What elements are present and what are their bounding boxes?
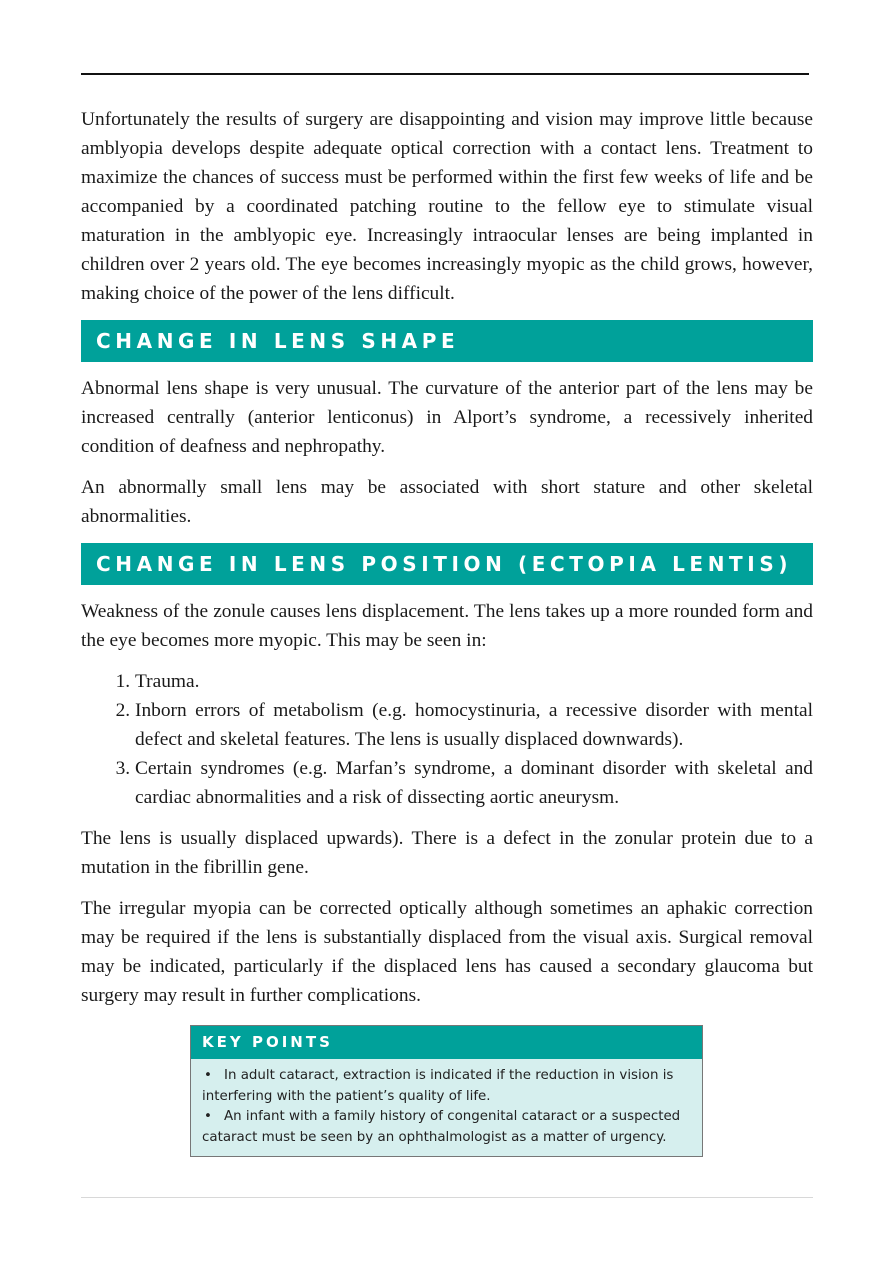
list-item: 2. Inborn errors of metabolism (e.g. homocystinuria, a recessive disorder with mental defect and skeletal features. The lens is usually displaced downwards). (135, 696, 813, 754)
bullet-icon: • (204, 1109, 212, 1124)
lens-shape-paragraph-1: Abnormal lens shape is very unusual. The curvature of the anterior part of the lens may be increased centrally (anterior lenticonus) in Alport’s syndrome, a recessively inherited condition of deafness and nephropathy. (81, 378, 813, 457)
lens-position-intro: Weakness of the zonule causes lens displacement. The lens takes up a more rounded form and the eye becomes more myopic. This may be seen in: (81, 601, 813, 651)
bullet-icon: • (204, 1068, 212, 1083)
section-heading-lens-position: CHANGE IN LENS POSITION (ECTOPIA LENTIS) (81, 543, 813, 585)
section-heading-lens-shape: CHANGE IN LENS SHAPE (81, 320, 813, 362)
key-point-item (202, 1107, 692, 1148)
key-point-text: An infant with a family history of congenital cataract or a suspected cataract must be seen by an ophthalmologist as a matter of urgency. (202, 1109, 681, 1145)
key-point-item (202, 1066, 692, 1107)
key-points-box (190, 1025, 703, 1157)
lens-shape-paragraph-2: An abnormally small lens may be associated with short stature and other skeletal abnormalities. (81, 477, 813, 527)
page-content (81, 105, 813, 1022)
list-item: 3. Certain syndromes (e.g. Marfan’s syndrome, a dominant disorder with skeletal and cardiac abnormalities and a risk of dissecting aortic aneurysm. (135, 754, 813, 812)
key-point-text: In adult cataract, extraction is indicated if the reduction in vision is interfering with the patient’s quality of life. (202, 1068, 674, 1104)
top-divider (81, 73, 809, 75)
lens-position-paragraph-1: The lens is usually displaced upwards). There is a defect in the zonular protein due to a mutation in the fibrillin gene. (81, 828, 813, 878)
lens-position-paragraph-2: The irregular myopia can be corrected optically although sometimes an aphakic correction may be required if the lens is substantially displaced from the visual axis. Surgical removal may be indicated, particularly if the displaced lens has caused a secondary glaucoma but surgery may result in further complications. (81, 898, 813, 1006)
key-points-heading: KEY POINTS (191, 1026, 702, 1059)
list-item: 1. Trauma. (135, 667, 813, 696)
bottom-divider (81, 1197, 813, 1198)
intro-paragraph: Unfortunately the results of surgery are disappointing and vision may improve little because amblyopia develops despite adequate optical correction with a contact lens. Treatment to maximize the chances of success must be performed within the first few weeks of life and be accompanied by a coordinated patching routine to the fellow eye to stimulate visual maturation in the amblyopic eye. Increasingly intraocular lenses are being implanted in children over 2 years old. The eye becomes increasingly myopic as the child grows, however, making choice of the power of the lens difficult. (81, 109, 813, 304)
key-points-body (191, 1059, 702, 1156)
causes-list (81, 667, 813, 812)
